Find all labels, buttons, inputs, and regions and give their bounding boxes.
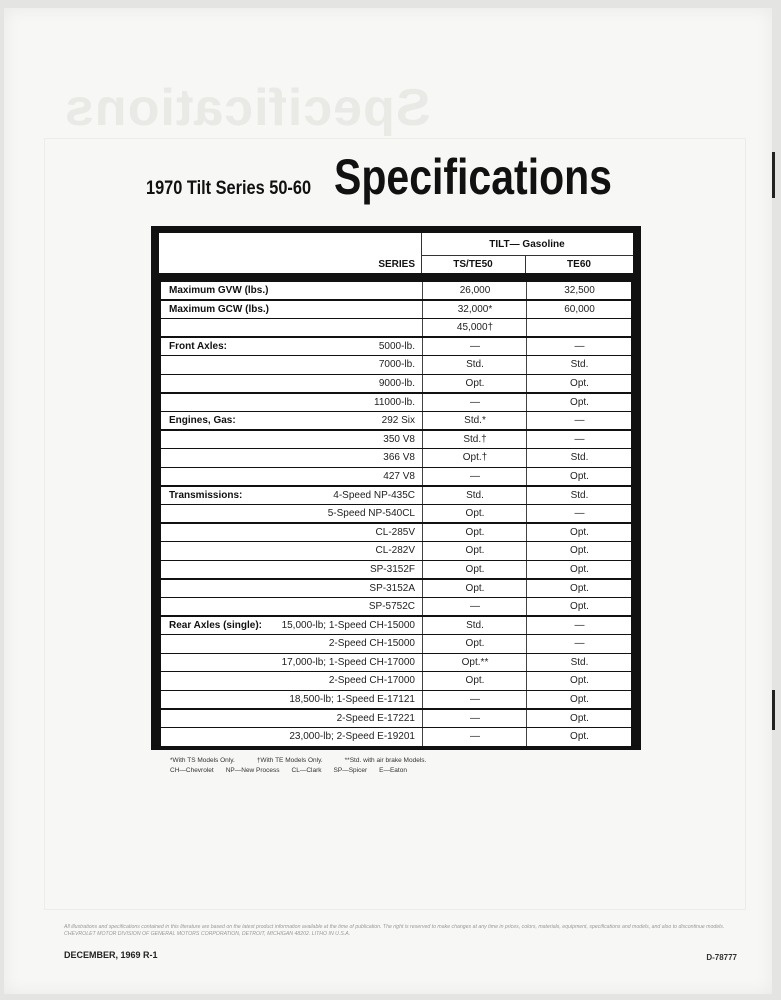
cell-ts-te50: — xyxy=(422,710,527,727)
table-row xyxy=(161,282,631,299)
page-title: Specifications xyxy=(334,149,612,205)
cell-ts-te50: Opt. xyxy=(422,375,527,392)
cell-ts-te50: — xyxy=(422,468,527,485)
table-row xyxy=(161,319,631,336)
column-heading-ts-te50: TS/TE50 xyxy=(453,259,493,270)
cell-ts-te50: Opt. xyxy=(422,672,527,689)
table-row xyxy=(161,654,631,671)
table-row xyxy=(161,338,631,355)
table-body xyxy=(161,282,631,747)
row-sublabel: 2-Speed CH-17000 xyxy=(328,675,415,687)
table-row xyxy=(161,412,631,429)
row-sublabel: 5-Speed NP-540CL xyxy=(327,508,415,520)
cell-te60: — xyxy=(526,431,632,448)
page-subtitle: 1970 Tilt Series 50-60 xyxy=(146,178,312,199)
row-sublabel: 292 Six xyxy=(381,415,415,427)
spec-table xyxy=(151,226,641,750)
table-row xyxy=(161,672,631,689)
cell-ts-te50: Opt. xyxy=(422,505,527,522)
row-sublabel: 7000-lb. xyxy=(378,359,415,371)
series-heading: SERIES xyxy=(378,259,415,270)
footer-date: DECEMBER, 1969 R-1 xyxy=(64,950,158,960)
row-sublabel: 366 V8 xyxy=(383,452,415,464)
footnotes xyxy=(170,756,448,776)
cell-te60: Opt. xyxy=(526,375,632,392)
footnote-item: NP—New Process xyxy=(225,767,280,774)
row-label: Maximum GCW (lbs.) xyxy=(169,303,270,315)
cell-te60: Opt. xyxy=(526,728,632,745)
table-row xyxy=(161,617,631,634)
table-row xyxy=(161,394,631,411)
table-row xyxy=(161,635,631,652)
row-sublabel: 4-Speed NP-435C xyxy=(333,489,415,501)
cell-te60: Opt. xyxy=(526,561,632,578)
cell-te60: Std. xyxy=(526,356,632,373)
cell-ts-te50: Std.† xyxy=(422,431,527,448)
row-sublabel: 2-Speed CH-15000 xyxy=(328,638,415,650)
cell-ts-te50: — xyxy=(422,598,527,615)
row-sublabel: 15,000-lb; 1-Speed CH-15000 xyxy=(281,619,415,631)
cell-ts-te50: 26,000 xyxy=(422,282,527,299)
table-row xyxy=(161,431,631,448)
cell-ts-te50: — xyxy=(422,394,527,411)
footnote-item: **Std. with air brake Models. xyxy=(344,757,427,764)
footnote-item: E—Eaton xyxy=(379,767,407,774)
row-label: Transmissions: xyxy=(169,489,243,501)
footnote-line-1 xyxy=(170,756,448,766)
row-sublabel: 2-Speed E-17221 xyxy=(336,712,415,724)
cell-ts-te50: — xyxy=(422,691,527,708)
header-rule xyxy=(421,255,633,256)
group-heading: TILT— Gasoline xyxy=(489,239,565,250)
binding-mark-bottom xyxy=(772,690,775,730)
cell-te60: — xyxy=(526,617,632,634)
cell-te60: Opt. xyxy=(526,672,632,689)
cell-te60: Opt. xyxy=(526,691,632,708)
row-label: Engines, Gas: xyxy=(169,415,236,427)
cell-te60: Std. xyxy=(526,487,632,504)
cell-ts-te50: Opt. xyxy=(422,580,527,597)
cell-ts-te50: — xyxy=(422,728,527,745)
footnote-item: CL—Clark xyxy=(291,767,322,774)
cell-te60: Opt. xyxy=(526,542,632,559)
cell-ts-te50: 45,000† xyxy=(422,319,527,336)
cell-te60: Opt. xyxy=(526,524,632,541)
row-sublabel: 11000-lb. xyxy=(374,396,415,408)
row-sublabel: SP-3152A xyxy=(369,582,415,594)
cell-ts-te50: Std. xyxy=(422,356,527,373)
table-row xyxy=(161,542,631,559)
cell-ts-te50: Opt.** xyxy=(422,654,527,671)
row-sublabel: 23,000-lb; 2-Speed E-19201 xyxy=(289,731,415,743)
footnote-line-2 xyxy=(170,766,448,776)
row-label: Rear Axles (single): xyxy=(169,619,262,631)
row-sublabel: 427 V8 xyxy=(383,470,415,482)
cell-te60: Opt. xyxy=(526,468,632,485)
cell-te60: Opt. xyxy=(526,580,632,597)
heading xyxy=(146,148,616,218)
row-label: Maximum GVW (lbs.) xyxy=(169,285,269,296)
table-row xyxy=(161,356,631,373)
disclaimer: All illustrations and specifications contained in this literature are based on the latest product information available at the time of publication. The right is reserved to make changes at any time in prices, colors, materials, equipment, specifications and models, and also to discontinue models. CHEVROLET MOTOR DIVISION OF GENERAL MOTORS CORPORATION, DETROIT, MICHIGAN 48202. LITHO IN U.S.A. xyxy=(64,924,725,937)
cell-ts-te50: Opt. xyxy=(422,635,527,652)
table-row xyxy=(161,449,631,466)
table-row xyxy=(161,580,631,597)
cell-ts-te50: Opt.† xyxy=(422,449,527,466)
table-row xyxy=(161,691,631,708)
table-row xyxy=(161,561,631,578)
binding-mark-top xyxy=(772,152,775,198)
cell-ts-te50: Opt. xyxy=(422,561,527,578)
cell-te60: — xyxy=(526,505,632,522)
cell-te60: Std. xyxy=(526,449,632,466)
bleed-through-text: Specifications xyxy=(64,79,431,137)
table-row xyxy=(161,524,631,541)
cell-te60: 32,500 xyxy=(526,282,632,299)
cell-ts-te50: Opt. xyxy=(422,524,527,541)
row-label: Front Axles: xyxy=(169,340,227,352)
table-header xyxy=(159,233,633,273)
cell-ts-te50: Std. xyxy=(422,487,527,504)
cell-te60: — xyxy=(526,635,632,652)
footnote-item: SP—Spicer xyxy=(333,767,368,774)
table-row xyxy=(161,375,631,392)
cell-te60: Opt. xyxy=(526,394,632,411)
cell-te60: — xyxy=(526,412,632,429)
row-sublabel: 5000-lb. xyxy=(378,340,415,352)
cell-te60: Std. xyxy=(526,654,632,671)
table-row xyxy=(161,728,631,745)
row-sublabel: SP-5752C xyxy=(368,601,415,613)
row-sublabel: CL-285V xyxy=(375,526,415,538)
cell-ts-te50: 32,000* xyxy=(422,301,527,318)
cell-ts-te50: Opt. xyxy=(422,542,527,559)
cell-ts-te50: Std.* xyxy=(422,412,527,429)
column-heading-te60: TE60 xyxy=(567,259,591,270)
row-sublabel: 9000-lb. xyxy=(378,377,415,389)
footnote-item: *With TS Models Only. xyxy=(170,757,235,764)
footnote-item: †With TE Models Only. xyxy=(256,757,323,764)
cell-te60: Opt. xyxy=(526,598,632,615)
footer-code: D-78777 xyxy=(706,953,737,962)
cell-ts-te50: — xyxy=(422,338,527,355)
table-row xyxy=(161,301,631,318)
table-row xyxy=(161,468,631,485)
table-row xyxy=(161,487,631,504)
cell-te60: 60,000 xyxy=(526,301,632,318)
cell-te60: Opt. xyxy=(526,710,632,727)
table-row xyxy=(161,505,631,522)
cell-te60 xyxy=(526,319,632,336)
footnote-item: CH—Chevrolet xyxy=(170,767,214,774)
table-row xyxy=(161,598,631,615)
row-sublabel: 350 V8 xyxy=(383,433,415,445)
row-sublabel: 18,500-lb; 1-Speed E-17121 xyxy=(289,694,415,706)
cell-ts-te50: Std. xyxy=(422,617,527,634)
table-row xyxy=(161,710,631,727)
row-sublabel: CL-282V xyxy=(375,545,415,557)
row-sublabel: 17,000-lb; 1-Speed CH-17000 xyxy=(281,656,415,668)
cell-te60: — xyxy=(526,338,632,355)
row-sublabel: SP-3152F xyxy=(369,563,415,575)
